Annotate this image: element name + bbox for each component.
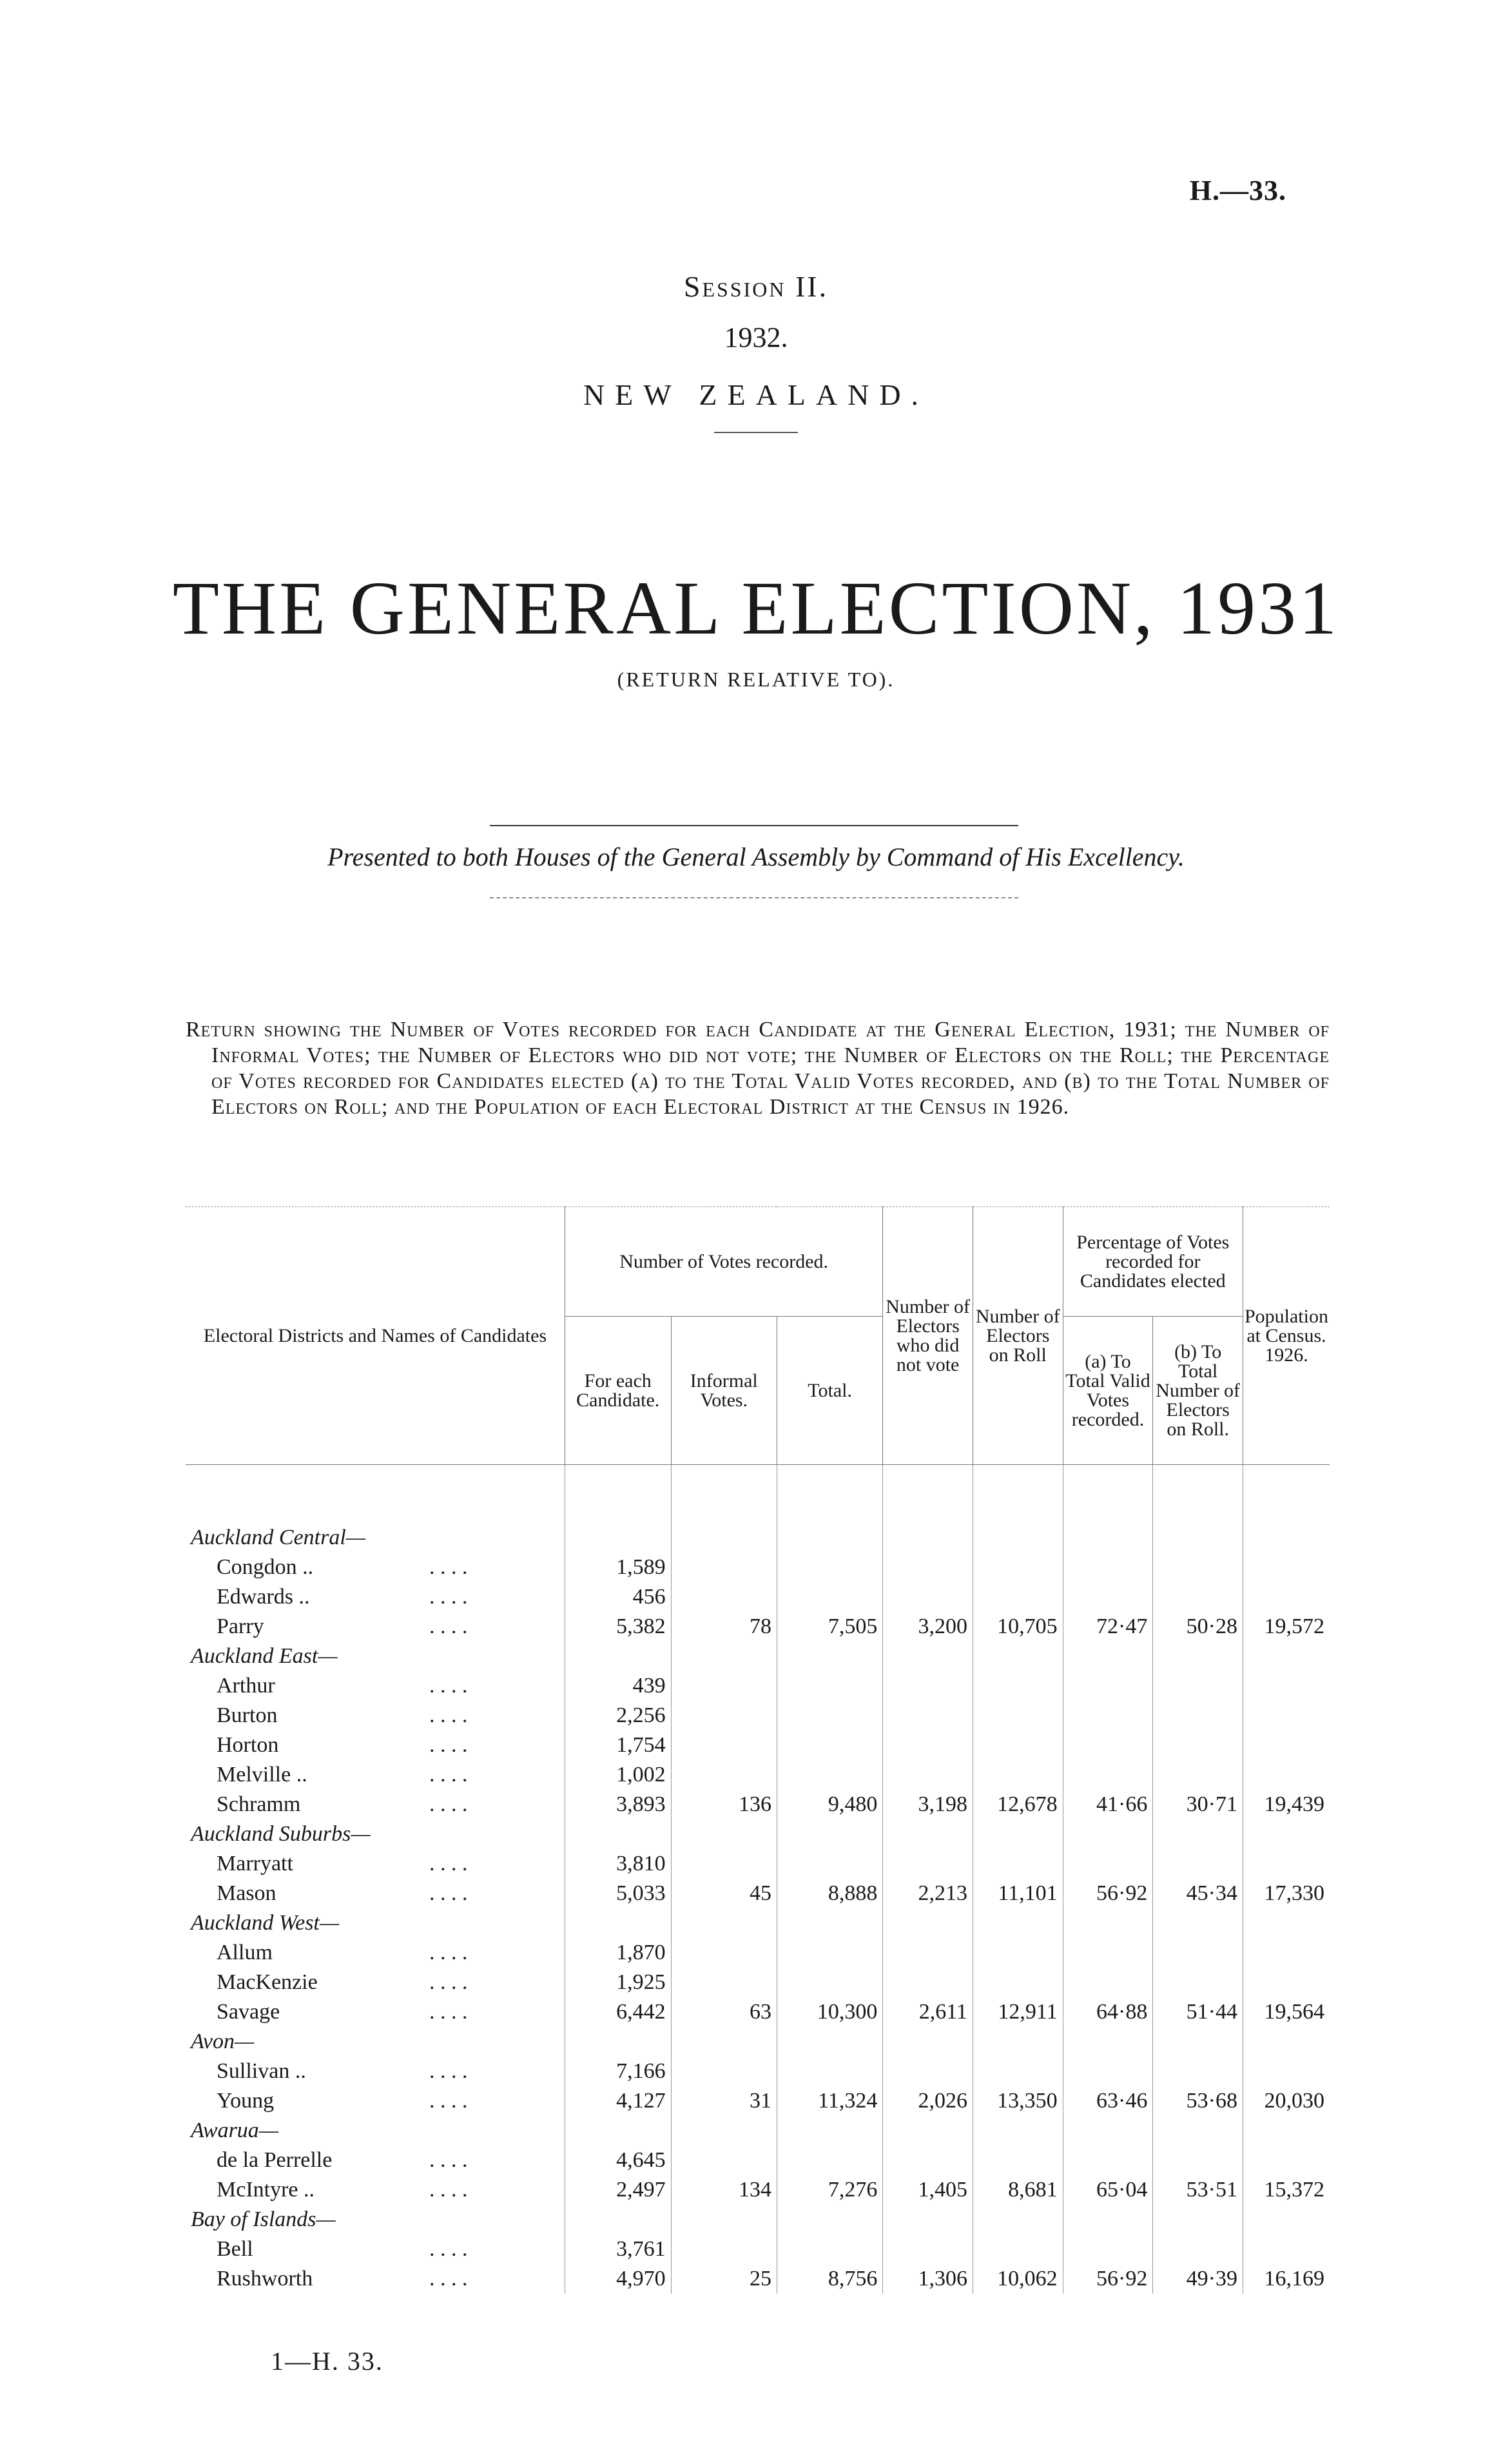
cell-on-roll: 10,705 bbox=[973, 1612, 1063, 1642]
cell-votes: 4,645 bbox=[565, 2146, 671, 2175]
header-informal-votes: Informal Votes. bbox=[671, 1317, 777, 1465]
candidate-name: McIntyre .. bbox=[217, 2177, 315, 2202]
cell-on-roll bbox=[973, 1582, 1063, 1612]
cell-on-roll bbox=[973, 1760, 1063, 1790]
cell-votes: 4,127 bbox=[565, 2086, 671, 2116]
cell-votes: 2,256 bbox=[565, 1701, 671, 1730]
cell-pct-a: 56·92 bbox=[1063, 1879, 1153, 1908]
cell-not-vote: 1,306 bbox=[883, 2264, 973, 2294]
district-row bbox=[186, 1819, 1330, 1849]
cell-on-roll: 13,350 bbox=[973, 2086, 1063, 2116]
cell-total bbox=[777, 1701, 882, 1730]
cell-pct-a bbox=[1063, 2057, 1153, 2086]
divider-top bbox=[490, 825, 1018, 826]
table-spacer-row bbox=[186, 1465, 1330, 1523]
cell-not-vote bbox=[883, 1968, 973, 1997]
candidate-cell bbox=[186, 1879, 565, 1908]
cell-not-vote bbox=[883, 1760, 973, 1790]
cell-votes: 1,589 bbox=[565, 1553, 671, 1582]
leader-dots: . . . . bbox=[429, 1792, 468, 1816]
cell-votes: 4,970 bbox=[565, 2264, 671, 2294]
cell-population bbox=[1243, 2146, 1330, 2175]
candidate-name: Melville .. bbox=[217, 1762, 307, 1787]
cell-pct-a: 63·46 bbox=[1063, 2086, 1153, 2116]
cell-informal bbox=[671, 1849, 777, 1879]
cell-pct-a: 65·04 bbox=[1063, 2175, 1153, 2205]
candidate-name: Bell bbox=[217, 2236, 253, 2261]
cell-population bbox=[1243, 1968, 1330, 1997]
candidate-cell bbox=[186, 1612, 565, 1642]
cell-total: 7,505 bbox=[777, 1612, 882, 1642]
cell-pct-a: 64·88 bbox=[1063, 1997, 1153, 2027]
cell-total bbox=[777, 1760, 882, 1790]
district-name: Awarua— bbox=[191, 2118, 279, 2142]
header-percentage-group: Percentage of Votes recorded for Candidates elected bbox=[1063, 1207, 1243, 1317]
candidate-cell bbox=[186, 1968, 565, 1997]
cell-total bbox=[777, 1849, 882, 1879]
cell-population bbox=[1243, 1701, 1330, 1730]
cell-pct-b: 51·44 bbox=[1153, 1997, 1243, 2027]
header-votes-group: Number of Votes recorded. bbox=[565, 1207, 882, 1317]
candidate-row bbox=[186, 1612, 1330, 1642]
candidate-cell bbox=[186, 1701, 565, 1730]
cell-population bbox=[1243, 1849, 1330, 1879]
header-for-each-candidate: For each Candidate. bbox=[565, 1317, 671, 1465]
district-row bbox=[186, 1908, 1330, 1938]
cell-votes: 1,870 bbox=[565, 1938, 671, 1968]
candidate-name: Mason bbox=[217, 1881, 276, 1905]
return-description bbox=[186, 1017, 1330, 1120]
cell-pct-a: 56·92 bbox=[1063, 2264, 1153, 2294]
cell-pct-a: 41·66 bbox=[1063, 1790, 1153, 1819]
cell-total: 9,480 bbox=[777, 1790, 882, 1819]
cell-informal bbox=[671, 1968, 777, 1997]
cell-informal: 45 bbox=[671, 1879, 777, 1908]
table-body bbox=[186, 1465, 1330, 2294]
candidate-name: MacKenzie bbox=[217, 1970, 318, 1994]
cell-pct-a bbox=[1063, 1582, 1153, 1612]
cell-population: 16,169 bbox=[1243, 2264, 1330, 2294]
cell-pct-a bbox=[1063, 1849, 1153, 1879]
cell-total bbox=[777, 1730, 882, 1760]
country-label: NEW ZEALAND. bbox=[583, 378, 929, 411]
header-not-vote: Number of Electors who did not vote bbox=[883, 1207, 973, 1465]
cell-informal bbox=[671, 2146, 777, 2175]
candidate-row bbox=[186, 2146, 1330, 2175]
cell-pct-b: 50·28 bbox=[1153, 1612, 1243, 1642]
cell-on-roll bbox=[973, 1730, 1063, 1760]
cell-on-roll bbox=[973, 2057, 1063, 2086]
candidate-row bbox=[186, 1997, 1330, 2027]
cell-votes: 7,166 bbox=[565, 2057, 671, 2086]
leader-dots: . . . . bbox=[429, 2088, 468, 2113]
district-row bbox=[186, 2027, 1330, 2057]
cell-votes: 1,002 bbox=[565, 1760, 671, 1790]
cell-informal: 78 bbox=[671, 1612, 777, 1642]
cell-votes: 3,893 bbox=[565, 1790, 671, 1819]
cell-pct-b bbox=[1153, 1760, 1243, 1790]
cell-total bbox=[777, 1938, 882, 1968]
cell-population bbox=[1243, 1760, 1330, 1790]
candidate-row bbox=[186, 1701, 1330, 1730]
presented-statement: Presented to both Houses of the General Assembly by Command of His Excellency. bbox=[327, 842, 1185, 871]
header-pct-b: (b) To Total Number of Electors on Roll. bbox=[1153, 1317, 1243, 1465]
page-reference: H.—33. bbox=[1189, 175, 1286, 206]
district-row bbox=[186, 2205, 1330, 2234]
cell-not-vote: 3,198 bbox=[883, 1790, 973, 1819]
cell-on-roll: 12,911 bbox=[973, 1997, 1063, 2027]
cell-votes: 6,442 bbox=[565, 1997, 671, 2027]
candidate-name: Burton bbox=[217, 1703, 278, 1727]
cell-votes: 2,497 bbox=[565, 2175, 671, 2205]
candidate-row bbox=[186, 1582, 1330, 1612]
cell-not-vote bbox=[883, 2057, 973, 2086]
district-name: Avon— bbox=[191, 2029, 255, 2053]
district-name: Auckland East— bbox=[191, 1643, 338, 1668]
cell-votes: 456 bbox=[565, 1582, 671, 1612]
candidate-row bbox=[186, 1879, 1330, 1908]
candidate-row bbox=[186, 1730, 1330, 1760]
table-header bbox=[186, 1207, 1330, 1465]
candidate-row bbox=[186, 1938, 1330, 1968]
candidate-name: Rushworth bbox=[217, 2266, 313, 2291]
leader-dots: . . . . bbox=[429, 1614, 468, 1638]
district-row bbox=[186, 1642, 1330, 1671]
candidate-row bbox=[186, 1553, 1330, 1582]
cell-population bbox=[1243, 1730, 1330, 1760]
header-pct-a: (a) To Total Valid Votes recorded. bbox=[1063, 1317, 1153, 1465]
cell-informal bbox=[671, 1938, 777, 1968]
cell-pct-b: 49·39 bbox=[1153, 2264, 1243, 2294]
header-districts: Electoral Districts and Names of Candidates bbox=[186, 1207, 565, 1465]
cell-population: 19,439 bbox=[1243, 1790, 1330, 1819]
cell-total bbox=[777, 2057, 882, 2086]
cell-population: 19,564 bbox=[1243, 1997, 1330, 2027]
cell-informal: 63 bbox=[671, 1997, 777, 2027]
cell-pct-b bbox=[1153, 1968, 1243, 1997]
candidate-name: Allum bbox=[217, 1940, 273, 1964]
candidate-name: Congdon .. bbox=[217, 1555, 314, 1579]
district-name: Auckland Central— bbox=[191, 1525, 366, 1549]
cell-not-vote: 2,213 bbox=[883, 1879, 973, 1908]
candidate-cell bbox=[186, 1553, 565, 1582]
cell-votes: 439 bbox=[565, 1671, 671, 1701]
cell-pct-a bbox=[1063, 1760, 1153, 1790]
cell-not-vote bbox=[883, 1938, 973, 1968]
candidate-row bbox=[186, 1790, 1330, 1819]
cell-pct-b bbox=[1153, 1938, 1243, 1968]
cell-on-roll bbox=[973, 1553, 1063, 1582]
cell-population: 19,572 bbox=[1243, 1612, 1330, 1642]
cell-population bbox=[1243, 1671, 1330, 1701]
candidate-cell bbox=[186, 1997, 565, 2027]
cell-total: 8,888 bbox=[777, 1879, 882, 1908]
candidate-cell bbox=[186, 1790, 565, 1819]
cell-informal bbox=[671, 1553, 777, 1582]
cell-on-roll: 10,062 bbox=[973, 2264, 1063, 2294]
cell-on-roll bbox=[973, 1671, 1063, 1701]
candidate-name: Horton bbox=[217, 1732, 279, 1757]
cell-population bbox=[1243, 1582, 1330, 1612]
candidate-cell bbox=[186, 1938, 565, 1968]
cell-pct-a bbox=[1063, 1938, 1153, 1968]
candidate-cell bbox=[186, 2234, 565, 2264]
candidate-name: Parry bbox=[217, 1614, 264, 1638]
district-row bbox=[186, 1523, 1330, 1553]
cell-not-vote bbox=[883, 1849, 973, 1879]
cell-informal bbox=[671, 1671, 777, 1701]
short-divider bbox=[714, 432, 798, 433]
leader-dots: . . . . bbox=[429, 1940, 468, 1964]
cell-informal: 136 bbox=[671, 1790, 777, 1819]
cell-population bbox=[1243, 2057, 1330, 2086]
header-population: Population at Census. 1926. bbox=[1243, 1207, 1330, 1465]
cell-total: 11,324 bbox=[777, 2086, 882, 2116]
header-total: Total. bbox=[777, 1317, 882, 1465]
cell-on-roll bbox=[973, 1701, 1063, 1730]
cell-total bbox=[777, 1582, 882, 1612]
cell-votes: 3,761 bbox=[565, 2234, 671, 2264]
leader-dots: . . . . bbox=[429, 1970, 468, 1994]
cell-total bbox=[777, 1968, 882, 1997]
cell-not-vote: 3,200 bbox=[883, 1612, 973, 1642]
cell-on-roll bbox=[973, 1849, 1063, 1879]
district-name: Auckland West— bbox=[191, 1910, 340, 1935]
candidate-name: Marryatt bbox=[217, 1851, 293, 1875]
cell-total bbox=[777, 2146, 882, 2175]
district-name: Auckland Suburbs— bbox=[191, 1821, 371, 1846]
cell-pct-a bbox=[1063, 1730, 1153, 1760]
cell-total: 10,300 bbox=[777, 1997, 882, 2027]
cell-not-vote bbox=[883, 2146, 973, 2175]
candidate-cell bbox=[186, 1582, 565, 1612]
leader-dots: . . . . bbox=[429, 1999, 468, 2024]
leader-dots: . . . . bbox=[429, 1732, 468, 1757]
cell-informal: 25 bbox=[671, 2264, 777, 2294]
cell-on-roll: 11,101 bbox=[973, 1879, 1063, 1908]
cell-pct-a bbox=[1063, 2146, 1153, 2175]
cell-pct-b bbox=[1153, 1730, 1243, 1760]
candidate-cell bbox=[186, 1849, 565, 1879]
cell-total: 7,276 bbox=[777, 2175, 882, 2205]
cell-pct-b: 53·68 bbox=[1153, 2086, 1243, 2116]
cell-votes: 5,382 bbox=[565, 1612, 671, 1642]
cell-on-roll: 12,678 bbox=[973, 1790, 1063, 1819]
candidate-row bbox=[186, 1671, 1330, 1701]
cell-pct-b bbox=[1153, 1671, 1243, 1701]
cell-not-vote bbox=[883, 1582, 973, 1612]
cell-pct-a bbox=[1063, 2234, 1153, 2264]
cell-not-vote bbox=[883, 1730, 973, 1760]
return-description-text: Return showing the Number of Votes recorded for each Candidate at the General Election, 1931; the Number of Informal Votes; the Number of Electors who did not vote; the Number of Electors on the Roll; the Percentage of Votes recorded for Candidates elected (a) to the Total Valid Votes recorded, and (b) to the Total Number of Electors on Roll; and the Population of each Electoral District at the Census in 1926. bbox=[186, 1018, 1330, 1119]
cell-informal: 31 bbox=[671, 2086, 777, 2116]
session-label: Session II. bbox=[683, 270, 829, 303]
candidate-cell bbox=[186, 2146, 565, 2175]
cell-population bbox=[1243, 2234, 1330, 2264]
cell-pct-a bbox=[1063, 1553, 1153, 1582]
cell-pct-b bbox=[1153, 1849, 1243, 1879]
cell-pct-b: 45·34 bbox=[1153, 1879, 1243, 1908]
leader-dots: . . . . bbox=[429, 2177, 468, 2202]
cell-total: 8,756 bbox=[777, 2264, 882, 2294]
leader-dots: . . . . bbox=[429, 1881, 468, 1905]
cell-on-roll bbox=[973, 2234, 1063, 2264]
cell-informal bbox=[671, 1582, 777, 1612]
cell-votes: 1,925 bbox=[565, 1968, 671, 1997]
district-row bbox=[186, 2116, 1330, 2146]
cell-pct-b bbox=[1153, 2146, 1243, 2175]
document-title: THE GENERAL ELECTION, 1931 bbox=[172, 566, 1340, 650]
cell-not-vote bbox=[883, 1671, 973, 1701]
leader-dots: . . . . bbox=[429, 1703, 468, 1727]
cell-pct-b bbox=[1153, 2234, 1243, 2264]
document-subtitle: (RETURN RELATIVE TO). bbox=[617, 668, 895, 691]
cell-pct-b bbox=[1153, 1701, 1243, 1730]
cell-informal: 134 bbox=[671, 2175, 777, 2205]
cell-pct-b bbox=[1153, 1553, 1243, 1582]
candidate-name: Arthur bbox=[217, 1673, 275, 1698]
cell-pct-b: 30·71 bbox=[1153, 1790, 1243, 1819]
candidate-name: Sullivan .. bbox=[217, 2059, 306, 2083]
candidate-cell bbox=[186, 2057, 565, 2086]
candidate-row bbox=[186, 1849, 1330, 1879]
cell-informal bbox=[671, 2057, 777, 2086]
cell-votes: 1,754 bbox=[565, 1730, 671, 1760]
candidate-cell bbox=[186, 1671, 565, 1701]
candidate-name: de la Perrelle bbox=[217, 2147, 333, 2172]
cell-pct-b bbox=[1153, 1582, 1243, 1612]
cell-on-roll: 8,681 bbox=[973, 2175, 1063, 2205]
cell-population bbox=[1243, 1553, 1330, 1582]
candidate-row bbox=[186, 2086, 1330, 2116]
candidate-row bbox=[186, 2057, 1330, 2086]
candidate-name: Young bbox=[217, 2088, 275, 2113]
cell-on-roll bbox=[973, 1968, 1063, 1997]
cell-on-roll bbox=[973, 1938, 1063, 1968]
candidate-row bbox=[186, 2264, 1330, 2294]
cell-informal bbox=[671, 1760, 777, 1790]
cell-total bbox=[777, 2234, 882, 2264]
leader-dots: . . . . bbox=[429, 1851, 468, 1875]
header-on-roll: Number of Electors on Roll bbox=[973, 1207, 1063, 1465]
cell-population: 20,030 bbox=[1243, 2086, 1330, 2116]
page-footer: 1—H. 33. bbox=[271, 2347, 383, 2376]
district-name: Bay of Islands— bbox=[191, 2207, 336, 2231]
divider-bottom bbox=[490, 897, 1018, 898]
cell-pct-a bbox=[1063, 1701, 1153, 1730]
cell-not-vote: 2,611 bbox=[883, 1997, 973, 2027]
candidate-cell bbox=[186, 2086, 565, 2116]
results-table-container bbox=[186, 1206, 1330, 2294]
cell-total bbox=[777, 1671, 882, 1701]
cell-not-vote bbox=[883, 1701, 973, 1730]
cell-pct-a bbox=[1063, 1968, 1153, 1997]
cell-pct-b bbox=[1153, 2057, 1243, 2086]
leader-dots: . . . . bbox=[429, 2059, 468, 2083]
cell-not-vote bbox=[883, 1553, 973, 1582]
candidate-row bbox=[186, 1968, 1330, 1997]
candidate-name: Edwards .. bbox=[217, 1584, 310, 1609]
leader-dots: . . . . bbox=[429, 2147, 468, 2172]
cell-population: 15,372 bbox=[1243, 2175, 1330, 2205]
cell-not-vote bbox=[883, 2234, 973, 2264]
cell-informal bbox=[671, 1730, 777, 1760]
candidate-cell bbox=[186, 1730, 565, 1760]
candidate-name: Schramm bbox=[217, 1792, 301, 1816]
cell-total bbox=[777, 1553, 882, 1582]
cell-informal bbox=[671, 2234, 777, 2264]
leader-dots: . . . . bbox=[429, 1555, 468, 1579]
cell-on-roll bbox=[973, 2146, 1063, 2175]
cell-votes: 5,033 bbox=[565, 1879, 671, 1908]
candidate-row bbox=[186, 1760, 1330, 1790]
cell-pct-b: 53·51 bbox=[1153, 2175, 1243, 2205]
leader-dots: . . . . bbox=[429, 1584, 468, 1609]
cell-informal bbox=[671, 1701, 777, 1730]
leader-dots: . . . . bbox=[429, 2266, 468, 2291]
year-label: 1932. bbox=[724, 322, 788, 353]
cell-population: 17,330 bbox=[1243, 1879, 1330, 1908]
cell-not-vote: 2,026 bbox=[883, 2086, 973, 2116]
candidate-row bbox=[186, 2175, 1330, 2205]
leader-dots: . . . . bbox=[429, 1673, 468, 1698]
leader-dots: . . . . bbox=[429, 1762, 468, 1787]
candidate-cell bbox=[186, 2175, 565, 2205]
candidate-cell bbox=[186, 1760, 565, 1790]
cell-not-vote: 1,405 bbox=[883, 2175, 973, 2205]
cell-votes: 3,810 bbox=[565, 1849, 671, 1879]
candidate-row bbox=[186, 2234, 1330, 2264]
cell-pct-a bbox=[1063, 1671, 1153, 1701]
cell-population bbox=[1243, 1938, 1330, 1968]
candidate-cell bbox=[186, 2264, 565, 2294]
candidate-name: Savage bbox=[217, 1999, 280, 2024]
leader-dots: . . . . bbox=[429, 2236, 468, 2261]
results-table bbox=[186, 1206, 1330, 2294]
cell-pct-a: 72·47 bbox=[1063, 1612, 1153, 1642]
